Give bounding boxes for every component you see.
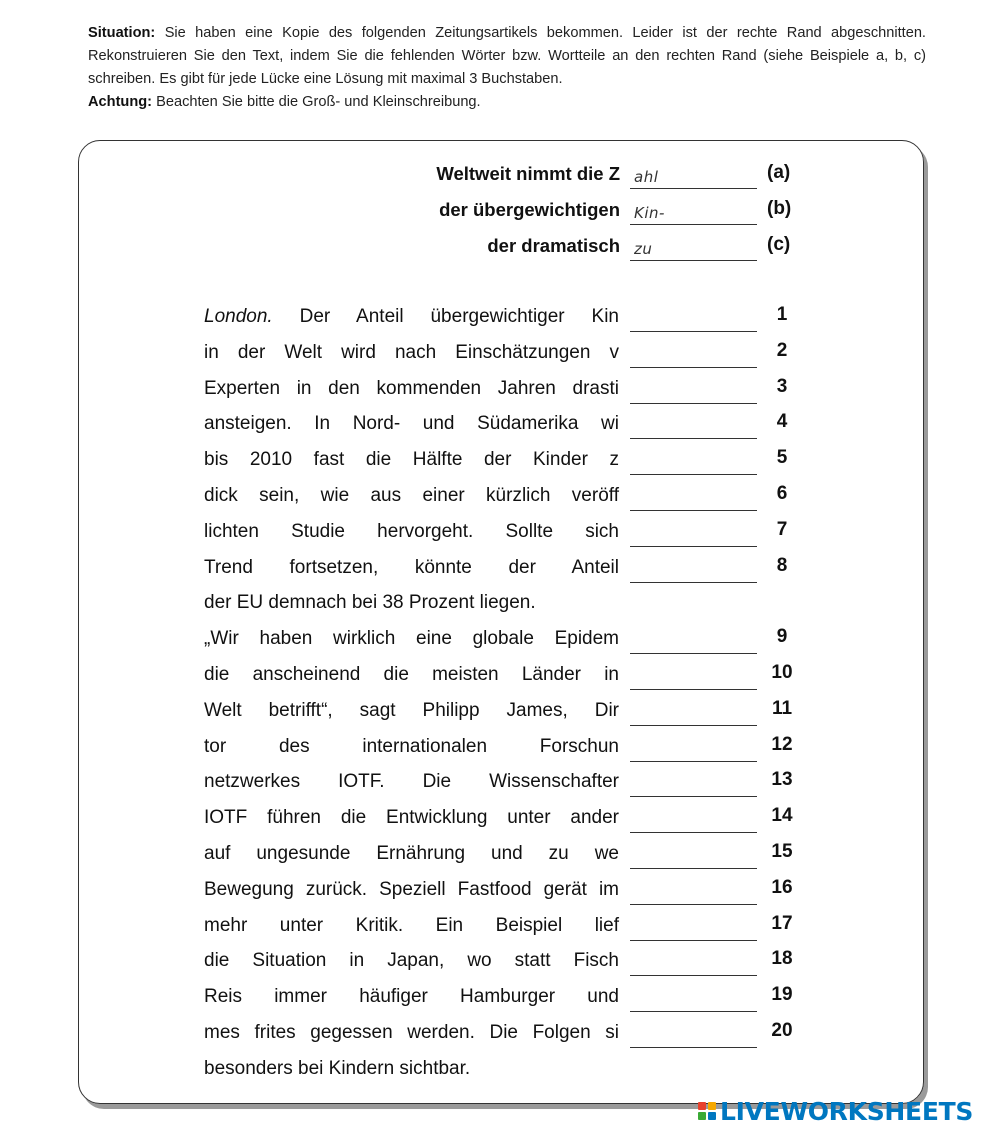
gap-answer-field[interactable] [630,582,757,583]
situation-text: Sie haben eine Kopie des folgenden Zeitungsartikels bekommen. Leider ist der rechte Rand abgeschnitten. Rekonstruieren Sie den Text, indem Sie die fehlenden Wörter bzw. Wortteile an den rechten Rand (siehe Beispiele a, b, c) schreiben. Es gibt für jede Lücke eine Lösung mit maximal 3 Buchstaben. [88,25,926,87]
gap-number: 3 [776,375,788,397]
gap-number: 8 [776,554,788,576]
gap-number: 14 [771,805,793,827]
brand-logo [698,1094,973,1128]
text-line: Trend fortsetzen, könnte der Anteil [204,556,619,578]
logo-square-yellow [708,1102,716,1110]
achtung-text: Beachten Sie bitte die Groß- und Kleinschreibung. [156,94,481,110]
gap-answer-field[interactable] [630,832,757,833]
example-text: der dramatisch [487,235,620,256]
example-answer-field [630,163,757,189]
gap-number: 9 [776,626,788,648]
gap-answer-field[interactable] [630,331,757,332]
dateline: London. [204,306,273,327]
text-line: IOTF führen die Entwicklung unter ander [204,807,619,829]
text-line: „Wir haben wirklich eine globale Epidem [204,628,619,650]
situation-label: Situation: [88,25,156,41]
text-line: Bewegung zurück. Speziell Fastfood gerät im [204,878,619,900]
gap-answer-field[interactable] [630,975,757,976]
example-answer-field [630,235,757,261]
text-line: der EU demnach bei 38 Prozent liegen. [204,592,536,614]
gap-answer-field[interactable] [630,367,757,368]
logo-square-green [698,1112,706,1120]
text-line: auf ungesunde Ernährung und zu we [204,843,619,864]
gap-answer-field[interactable] [630,438,757,439]
gap-number: 11 [771,697,793,719]
gap-number: 15 [771,841,793,862]
gap-answer-field[interactable] [630,904,757,905]
text-line: mes frites gegessen werden. Die Folgen si [204,1022,619,1043]
gap-answer-field[interactable] [630,868,757,869]
text-line: dick sein, wie aus einer kürzlich veröff [204,485,619,506]
example-text: der übergewichtigen [439,199,620,220]
example-answer: Kin- [634,204,665,222]
example-text: Weltweit nimmt die Z [436,163,620,184]
example-answer: ahl [634,168,659,186]
gap-number: 16 [771,876,793,898]
example-marker: (c) [767,234,791,255]
gap-answer-field[interactable] [630,1011,757,1012]
gap-answer-field[interactable] [630,796,757,797]
text-line: in der Welt wird nach Einschätzungen v [204,341,619,363]
gap-answer-field[interactable] [630,1047,757,1048]
brand-name: LIVEWORKSHEETS [720,1096,974,1126]
gap-answer-field[interactable] [630,761,757,762]
text-line: netzwerkes IOTF. Die Wissenschafter [204,771,619,793]
gap-number: 7 [776,518,788,540]
gap-number: 2 [776,339,788,361]
gap-answer-field[interactable] [630,546,757,547]
gap-answer-field[interactable] [630,510,757,511]
text-line: Welt betrifft“, sagt Philipp James, Dir [204,699,619,721]
logo-square-blue [708,1112,716,1120]
gap-number: 12 [771,733,793,755]
gap-number: 17 [771,912,793,934]
example-answer: zu [634,240,653,258]
text-line: die anscheinend die meisten Länder in [204,664,619,685]
example-marker: (b) [767,198,792,219]
gap-answer-field[interactable] [630,940,757,941]
text-line: besonders bei Kindern sichtbar. [204,1057,471,1079]
example-answer-field [630,199,757,225]
text-line: London. Der Anteil übergewichtiger Kin [204,306,619,327]
instructions [88,22,926,114]
gap-answer-field[interactable] [630,653,757,654]
gap-answer-field[interactable] [630,725,757,726]
text-line: mehr unter Kritik. Ein Beispiel lief [204,914,619,936]
text-line: Reis immer häufiger Hamburger und [204,986,619,1008]
gap-answer-field[interactable] [630,474,757,475]
gap-number: 10 [771,662,793,683]
gap-number: 13 [771,769,793,791]
gap-number: 6 [776,483,788,504]
gap-answer-field[interactable] [630,403,757,404]
gap-number: 1 [776,304,788,325]
gap-number: 18 [771,948,793,970]
gap-number: 19 [771,984,793,1006]
text-line: die Situation in Japan, wo statt Fisch [204,950,619,972]
logo-square-red [698,1102,706,1110]
text-line: Experten in den kommenden Jahren drasti [204,377,619,399]
text-line: bis 2010 fast die Hälfte der Kinder z [204,449,619,471]
gap-number: 4 [776,411,788,433]
logo-icon [698,1102,716,1120]
gap-answer-field[interactable] [630,689,757,690]
achtung-label: Achtung: [88,94,153,110]
text-line: lichten Studie hervorgeht. Sollte sich [204,520,619,542]
text-line: ansteigen. In Nord- und Südamerika wi [204,413,619,435]
text-line: tor des internationalen Forschun [204,735,619,757]
gap-number: 20 [771,1020,793,1041]
gap-number: 5 [776,447,788,469]
example-marker: (a) [767,162,791,183]
